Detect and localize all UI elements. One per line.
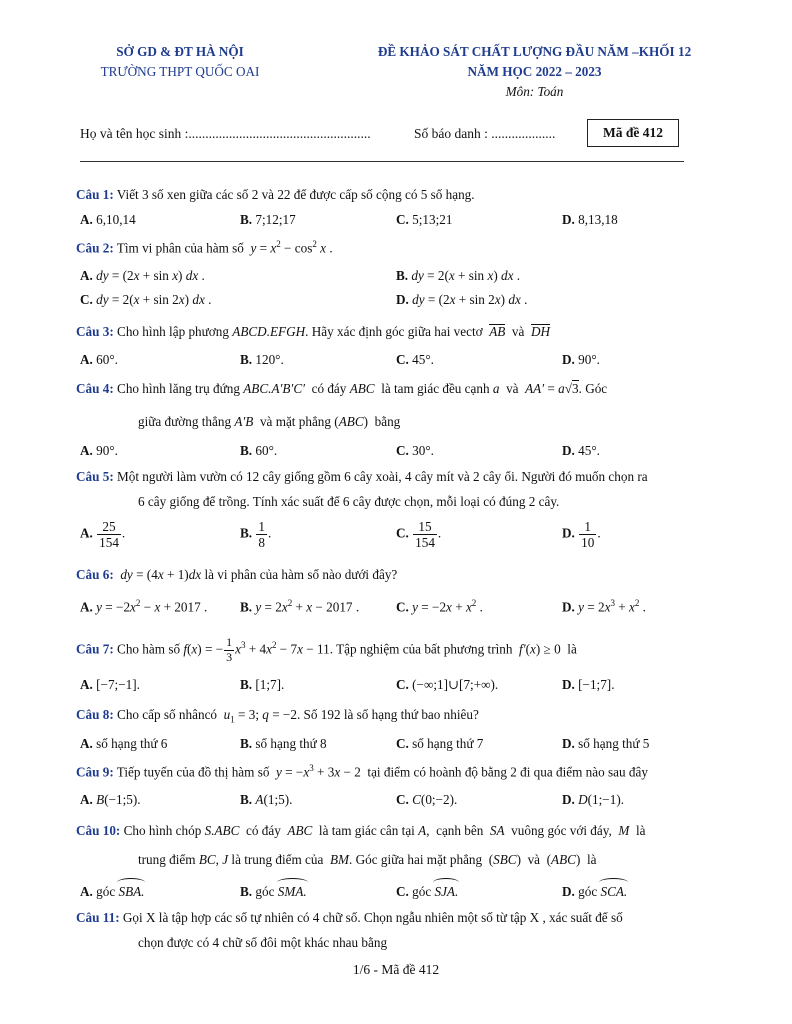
option-b: B. A(1;5). (240, 792, 293, 807)
option-b: B. góc SMA. (240, 884, 307, 899)
option-a: A. 6,10,14 (80, 212, 136, 227)
option-c: C. (−∞;1]∪[7;+∞). (396, 677, 499, 692)
question-10-line2: trung điểm BC, J là trung điểm của BM. Góc giữa hai mặt phẳng (SBC) và (ABC) là (138, 852, 597, 867)
question-6: Câu 6: dy = (4x + 1)dx là vi phân của hàm số nào dưới đây? (76, 567, 398, 582)
option-c: C. 30°. (396, 443, 434, 458)
option-d: D. [−1;7]. (562, 677, 615, 692)
option-a: A. $y = -2x^2 - x + 2017$ . (80, 598, 208, 615)
option-c: C. $y = -2x + x^2$ . (396, 598, 483, 615)
option-b: B. 120°. (240, 352, 284, 367)
question-9: Câu 9: Tiếp tuyến của đồ thị hàm số $y = -x^3 + 3x - 2$ tại điểm có hoành độ bằng 2 đi qua điểm nào sau đây (76, 763, 648, 780)
question-8: Câu 8: Cho cấp số nhâncó $u_1 = 3$; q = −2. Số 192 là số hạng thứ bao nhiêu? (76, 707, 479, 725)
option-d: D. 90°. (562, 352, 600, 367)
option-c: C. C(0;−2). (396, 792, 458, 807)
question-11: Câu 11: Gọi X là tập hợp các số tự nhiên có 4 chữ số. Chọn ngẫu nhiên một số từ tập X , xác suất để số (76, 910, 623, 925)
option-c: C. dy = 2(x + sin 2x) dx . (80, 292, 212, 307)
question-text: Viết 3 số xen giữa các số 2 và 22 để được cấp số cộng có 5 số hạng. (116, 187, 475, 202)
subject: Môn: Toán (505, 84, 564, 99)
question-label: Câu 1: (76, 187, 114, 202)
option-c: C. 5;13;21 (396, 212, 453, 227)
option-d: D. D(1;−1). (562, 792, 625, 807)
question-11-line2: chọn được có 4 chữ số đôi một khác nhau bằng (138, 935, 388, 950)
option-a: A. B(−1;5). (80, 792, 141, 807)
option-d: D. góc SCA. (562, 884, 628, 899)
question-3: Câu 3: Cho hình lập phương ABCD.EFGH. Hãy xác định góc giữa hai vectơ AB và DH (76, 324, 551, 339)
option-b: B. 7;12;17 (240, 212, 296, 227)
option-d: D. $\frac{1}{10}$ . (562, 519, 601, 551)
student-name-field: Họ và tên học sinh :...................................................... (80, 126, 371, 141)
option-c: C. góc SJA. (396, 884, 459, 899)
question-10: Câu 10: Cho hình chóp S.ABC có đáy ABC là tam giác cân tại A, cạnh bên SA vuông góc với đáy, M là (76, 823, 646, 838)
option-b: B. số hạng thứ 8 (240, 736, 327, 751)
option-d: D. số hạng thứ 5 (562, 736, 650, 751)
option-a: A. [−7;−1]. (80, 677, 140, 692)
option-c: C. $\frac{15}{154}$ . (396, 519, 442, 551)
exam-title: ĐỀ KHẢO SÁT CHẤT LƯỢNG ĐẦU NĂM –KHỐI 12 (377, 44, 692, 59)
page-footer: 1/6 - Mã đề 412 (352, 962, 440, 977)
department-name: SỞ GD & ĐT HÀ NỘI (116, 44, 244, 59)
school-year: NĂM HỌC 2022 – 2023 (467, 64, 602, 79)
option-d: D. $y = 2x^3 + x^2$ . (562, 598, 646, 615)
question-5: Câu 5: Một người làm vườn có 12 cây giống gồm 6 cây xoài, 4 cây mít và 2 cây ổi. Người đó muốn chọn ra (76, 469, 648, 484)
option-a: A. $\frac{25}{154}$ . (80, 519, 126, 551)
question-7: Câu 7: Cho hàm số f(x) = − $\frac{1}{3}$ $x^3 + 4x^2 - 7x - 11$. Tập nghiệm của bất phương trình f′(x) ≥ 0 là (76, 635, 577, 664)
question-5-line2: 6 cây giống để trồng. Tính xác suất để 6 cây được chọn, mỗi loại có đúng 2 cây. (138, 494, 560, 509)
school-name: TRƯỜNG THPT QUỐC OAI (100, 64, 260, 79)
exam-code-box: Mã đề 412 (587, 119, 679, 147)
option-c: C. số hạng thứ 7 (396, 736, 484, 751)
option-b: B. $\frac{1}{8}$ . (240, 519, 272, 551)
header-divider (80, 161, 684, 162)
option-d: D. 8,13,18 (562, 212, 618, 227)
question-4-line2: giữa đường thẳng A′B và mặt phẳng (ABC) bằng (138, 414, 401, 429)
question-1 (76, 187, 475, 203)
option-a: A. dy = (2x + sin x) dx . (80, 268, 205, 283)
option-a: A. số hạng thứ 6 (80, 736, 168, 751)
option-c: C. 45°. (396, 352, 434, 367)
student-id-field: Số báo danh : ................... (414, 126, 556, 141)
option-a: A. 60°. (80, 352, 118, 367)
option-b: B. [1;7]. (240, 677, 285, 692)
option-d: D. dy = (2x + sin 2x) dx . (396, 292, 528, 307)
option-a: A. 90°. (80, 443, 118, 458)
option-b: B. $y = 2x^2 + x - 2017$ . (240, 598, 360, 615)
option-b: B. 60°. (240, 443, 278, 458)
question-4: Câu 4: Cho hình lăng trụ đứng ABC.A′B′C′ có đáy ABC là tam giác đều cạnh a và AA′ = a√3. Góc (76, 381, 608, 396)
question-2: Câu 2: Tìm vi phân của hàm số $y = x^2 - \cos^2 x$ . (76, 239, 333, 256)
option-a: A. góc SBA. (80, 884, 145, 899)
option-d: D. 45°. (562, 443, 600, 458)
option-b: B. dy = 2(x + sin x) dx . (396, 268, 521, 283)
